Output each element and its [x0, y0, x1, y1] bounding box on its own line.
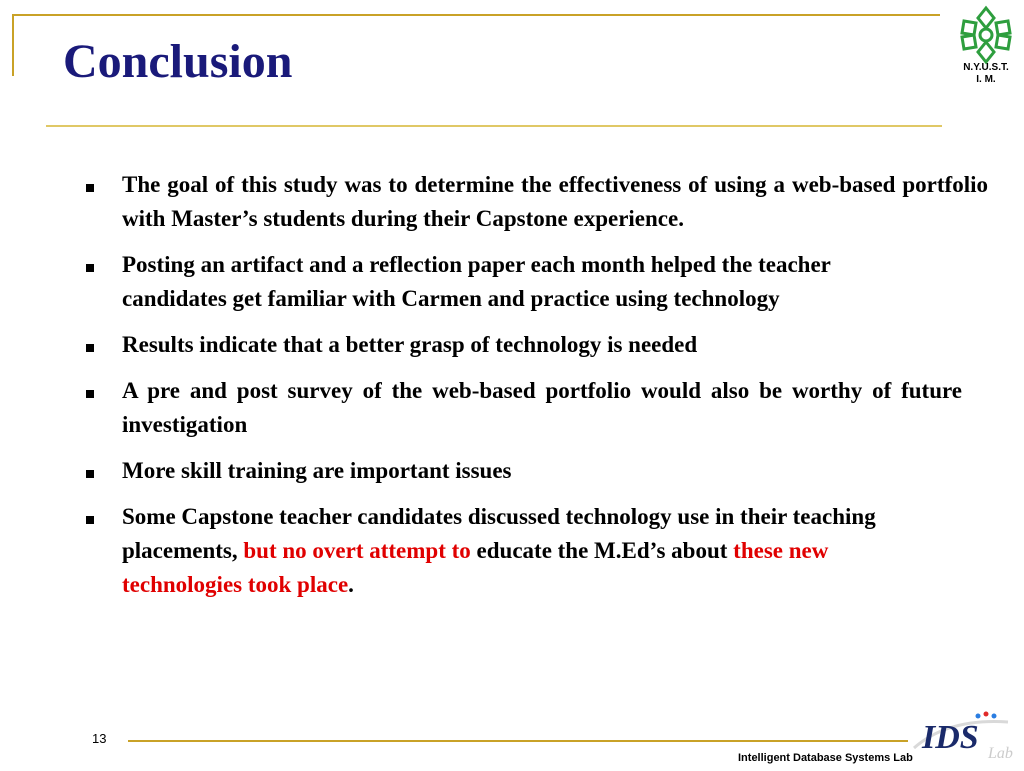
bullet-text: Posting an artifact and a reflection paper each month helped the teacher candidates get familiar with Carmen and practice using technology: [122, 252, 831, 311]
list-item: [78, 500, 988, 602]
footer-lab-name: Intelligent Database Systems Lab: [738, 752, 913, 764]
bullet-text-part: Some Capstone teacher candidates discussed technology use in their teaching placements,: [122, 504, 876, 563]
list-item: [78, 168, 988, 236]
page-number: 13: [92, 731, 107, 746]
footer-divider: [128, 740, 908, 742]
square-bullet-icon: [86, 390, 94, 398]
bullet-text: More skill training are important issues: [122, 458, 512, 483]
list-item: [78, 248, 988, 316]
ids-lab-logo: [908, 708, 1020, 766]
square-bullet-icon: [86, 264, 94, 272]
logo-text-line-1: N.Y.U.S.T.: [963, 62, 1009, 73]
svg-text:IDS: IDS: [922, 719, 979, 756]
square-bullet-icon: [86, 516, 94, 524]
nyust-emblem-icon: [950, 4, 1022, 66]
list-item: [78, 454, 988, 488]
highlighted-text: these new technologies took place: [122, 538, 829, 597]
svg-text:Lab: Lab: [988, 745, 1013, 762]
square-bullet-icon: [86, 184, 94, 192]
title-divider: [46, 125, 942, 127]
bullet-list: [78, 168, 988, 614]
list-item: [78, 374, 988, 442]
square-bullet-icon: [86, 344, 94, 352]
bullet-text: The goal of this study was to determine the effectiveness of using a web-based portfolio with Master’s students during their Capstone experience.: [122, 172, 988, 231]
frame-left-line: [12, 14, 14, 76]
ids-logo-icon: [908, 708, 1020, 766]
highlighted-text: but no overt attempt to: [243, 538, 471, 563]
list-item: [78, 328, 988, 362]
bullet-text: A pre and post survey of the web-based portfolio would also be worthy of future investigation: [122, 378, 962, 437]
frame-top-line: [12, 14, 940, 16]
bullet-text-part: educate the M.Ed’s about: [470, 538, 734, 563]
bullet-text: [122, 500, 922, 602]
bullet-text-part: .: [348, 572, 354, 597]
bullet-text: Results indicate that a better grasp of technology is needed: [122, 332, 698, 357]
nyust-logo: [950, 4, 1022, 90]
logo-text-line-2: I. M.: [976, 74, 996, 85]
slide-title: Conclusion: [63, 35, 293, 88]
square-bullet-icon: [86, 470, 94, 478]
